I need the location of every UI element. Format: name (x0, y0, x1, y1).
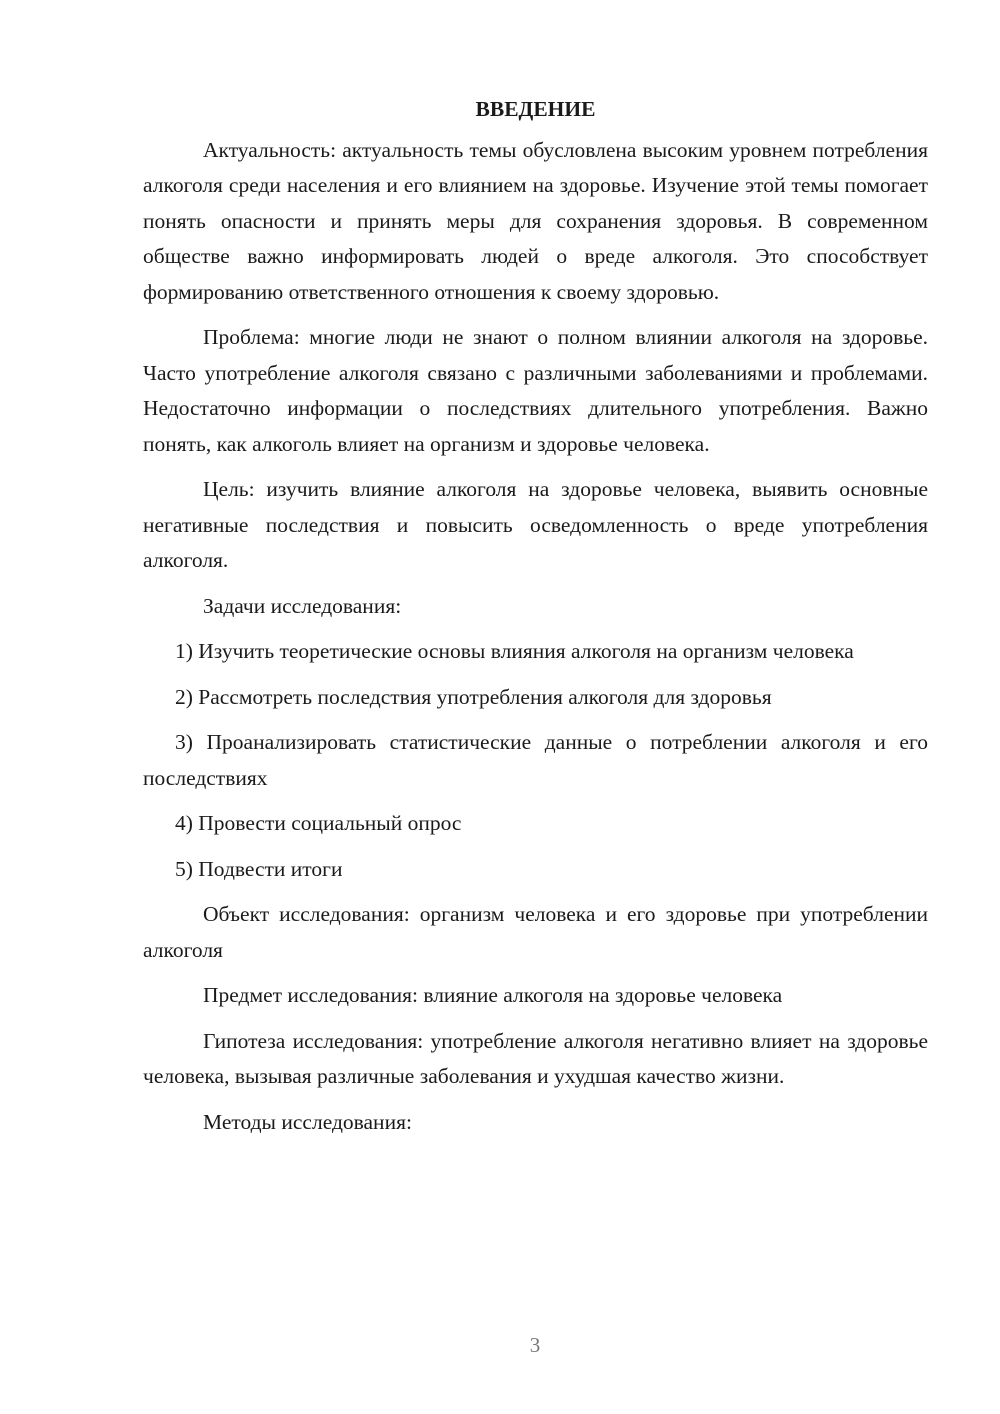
paragraph-hypothesis: Гипотеза исследования: употребление алкоголя негативно влияет на здоровье человека, вызывая различные заболевания и ухудшая качество жизни. (143, 1028, 928, 1088)
task-item: 4) Провести социальный опрос (175, 811, 462, 835)
paragraph-goal: Цель: изучить влияние алкоголя на здоровье человека, выявить основные негативные последствия и повысить осведомленность о вреде употребления алкоголя. (143, 477, 928, 572)
paragraph-problem: Проблема: многие люди не знают о полном влиянии алкоголя на здоровье. Часто употребление алкоголя связано с различными заболеваниями и проблемами. Недостаточно информации о последствиях длительного употребления. Важно понять, как алкоголь влияет на организм и здоровье человека. (143, 325, 928, 456)
task-item: 2) Рассмотреть последствия употребления алкоголя для здоровья (175, 684, 772, 709)
paragraph-subject: Предмет исследования: влияние алкоголя на здоровье человека (203, 983, 783, 1007)
task-item: 1) Изучить теоретические основы влияния алкоголя на организм человека (175, 639, 854, 663)
document-page (143, 92, 928, 1150)
paragraph-relevance: Актуальность: актуальность темы обусловлена высоким уровнем потребления алкоголя среди населения и его влиянием на здоровье. Изучение этой темы помогает понять опасности и принять меры для сохранения здоровья. В современном обществе важно информировать людей о вреде алкоголя. Это способствует формированию ответственного отношения к своему здоровью. (143, 137, 928, 304)
paragraph-object: Объект исследования: организм человека и его здоровье при употреблении алкоголя (143, 902, 928, 962)
section-title: ВВЕДЕНИЕ (475, 97, 596, 121)
tasks-heading: Задачи исследования: (203, 593, 402, 618)
methods-heading: Методы исследования: (203, 1109, 412, 1134)
task-item: 5) Подвести итоги (175, 856, 343, 881)
task-item: 3) Проанализировать статистические данные о потреблении алкоголя и его последствиях (143, 730, 928, 790)
page-number: 3 (529, 1333, 541, 1357)
